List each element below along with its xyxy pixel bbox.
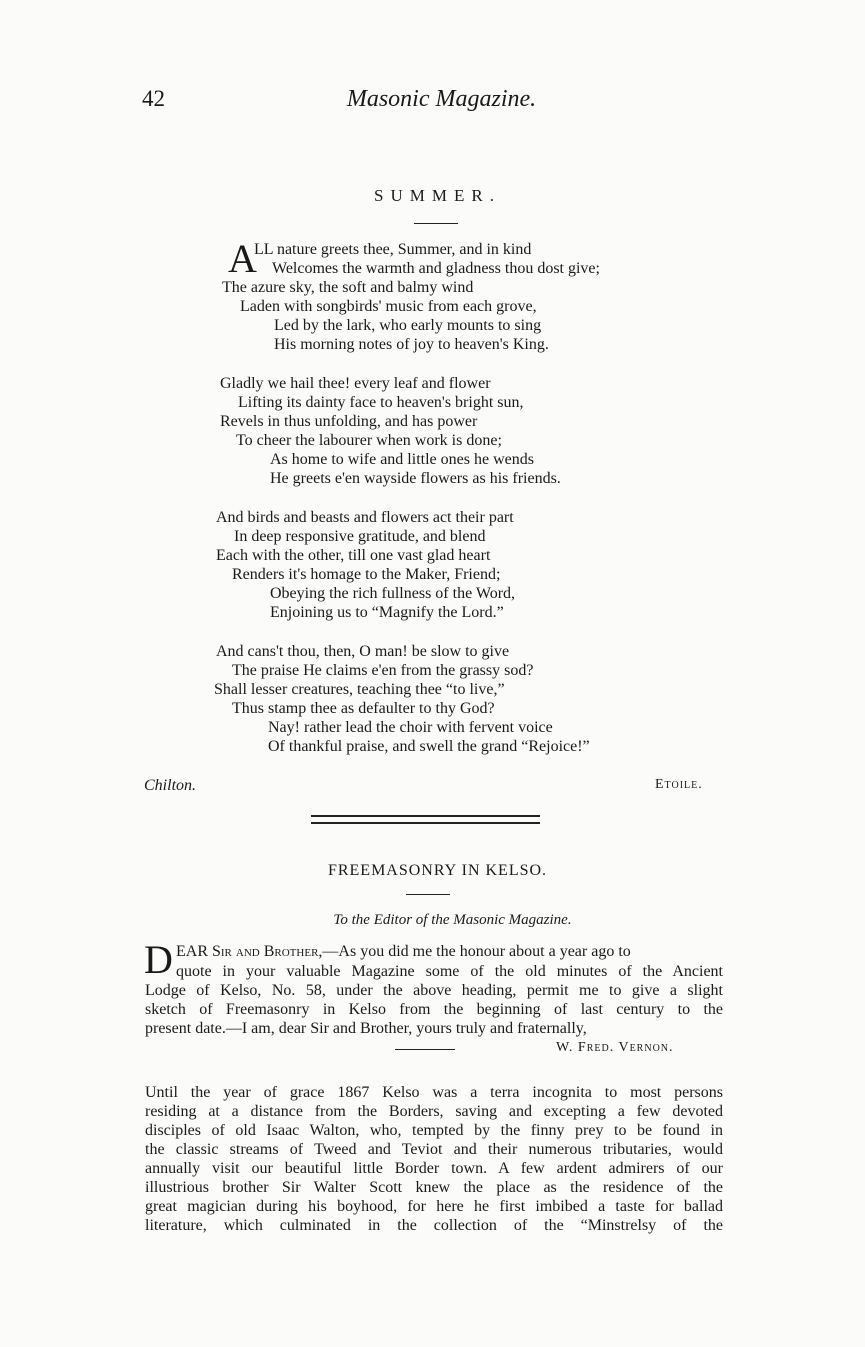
poem-line: And cans't thou, then, O man! be slow to give — [216, 643, 510, 660]
salutation: Sir and Brother, — [212, 943, 323, 960]
poem-line: Thus stamp thee as defaulter to thy God? — [232, 700, 495, 717]
poem-line: In deep responsive gratitude, and blend — [234, 528, 486, 545]
body-line: literature, which culminated in the collection of the “Minstrelsy of the — [145, 1217, 723, 1234]
article-title: FREEMASONRY IN KELSO. — [327, 862, 548, 879]
section-divider — [311, 815, 540, 824]
salutation-rest: EAR — [176, 943, 208, 960]
body-line: residing at a distance from the Borders, saving and excepting a few devoted — [145, 1103, 723, 1120]
letter-line: present date.—I am, dear Sir and Brother, yours truly and fraternally, — [145, 1020, 587, 1037]
poem-line: As home to wife and little ones he wends — [270, 451, 534, 468]
letter-rule — [395, 1049, 455, 1050]
poem-line: The praise He claims e'en from the grassy sod? — [232, 662, 534, 679]
letter-line-text: —As you did me the honour about a year ago to — [322, 943, 631, 960]
drop-cap: A — [228, 236, 257, 281]
poem-line: Gladly we hail thee! every leaf and flower — [220, 375, 491, 392]
article-dedication: To the Editor of the Masonic Magazine. — [333, 912, 572, 928]
letter-signature: W. Fred. Vernon. — [556, 1040, 674, 1055]
poem-line: Lifting its dainty face to heaven's bright sun, — [238, 394, 524, 411]
body-line: great magician during his boyhood, for here he first imbibed a taste for ballad — [145, 1198, 723, 1215]
poem-author: Etoile. — [655, 777, 703, 792]
body-line: illustrious brother Sir Walter Scott knew the place as the residence of the — [145, 1179, 723, 1196]
poem-line: Laden with songbirds' music from each grove, — [240, 298, 537, 315]
poem-line: The azure sky, the soft and balmy wind — [222, 279, 474, 296]
letter-line: quote in your valuable Magazine some of the old minutes of the Ancient — [176, 963, 723, 980]
poem-line: LL nature greets thee, Summer, and in kind — [254, 241, 532, 258]
letter-line: sketch of Freemasonry in Kelso from the beginning of last century to the — [145, 1001, 723, 1018]
poem-place: Chilton. — [144, 777, 197, 794]
poem-line: Shall lesser creatures, teaching thee “to live,” — [214, 681, 505, 698]
poem-line: He greets e'en wayside flowers as his friends. — [270, 470, 561, 487]
poem-line: Nay! rather lead the choir with fervent voice — [268, 719, 553, 736]
poem-line: Led by the lark, who early mounts to sing — [274, 317, 542, 334]
body-line: annually visit our beautiful little Border town. A few ardent admirers of our — [145, 1160, 723, 1177]
poem-line: And birds and beasts and flowers act their part — [216, 509, 514, 526]
body-line-first: Until the year of grace 1867 Kelso was a terra incognita to most persons — [145, 1084, 723, 1101]
poem-line: His morning notes of joy to heaven's King. — [274, 336, 549, 353]
title-rule — [406, 894, 450, 895]
poem-line: Enjoining us to “Magnify the Lord.” — [270, 604, 504, 621]
running-title: Masonic Magazine. — [346, 86, 537, 112]
poem-line: Renders it's homage to the Maker, Friend; — [232, 566, 501, 583]
poem-line: Revels in thus unfolding, and has power — [220, 413, 478, 430]
letter-line: Lodge of Kelso, No. 58, under the above heading, permit me to give a slight — [145, 982, 723, 999]
drop-cap: D — [144, 937, 173, 982]
letter-first-line — [176, 942, 631, 961]
poem-line: Obeying the rich fullness of the Word, — [270, 585, 516, 602]
title-rule — [414, 223, 458, 224]
poem-line: Of thankful praise, and swell the grand “Rejoice!” — [268, 738, 590, 755]
poem-line: To cheer the labourer when work is done; — [236, 432, 502, 449]
page-number: 42 — [142, 86, 165, 111]
body-line: disciples of old Isaac Walton, who, tempted by the finny prey to be found in — [145, 1122, 723, 1139]
poem-title: SUMMER. — [374, 186, 501, 205]
poem-line: Welcomes the warmth and gladness thou dost give; — [272, 260, 600, 277]
poem-line: Each with the other, till one vast glad heart — [216, 547, 491, 564]
body-line: the classic streams of Tweed and Teviot and their numerous tributaries, would — [145, 1141, 723, 1158]
